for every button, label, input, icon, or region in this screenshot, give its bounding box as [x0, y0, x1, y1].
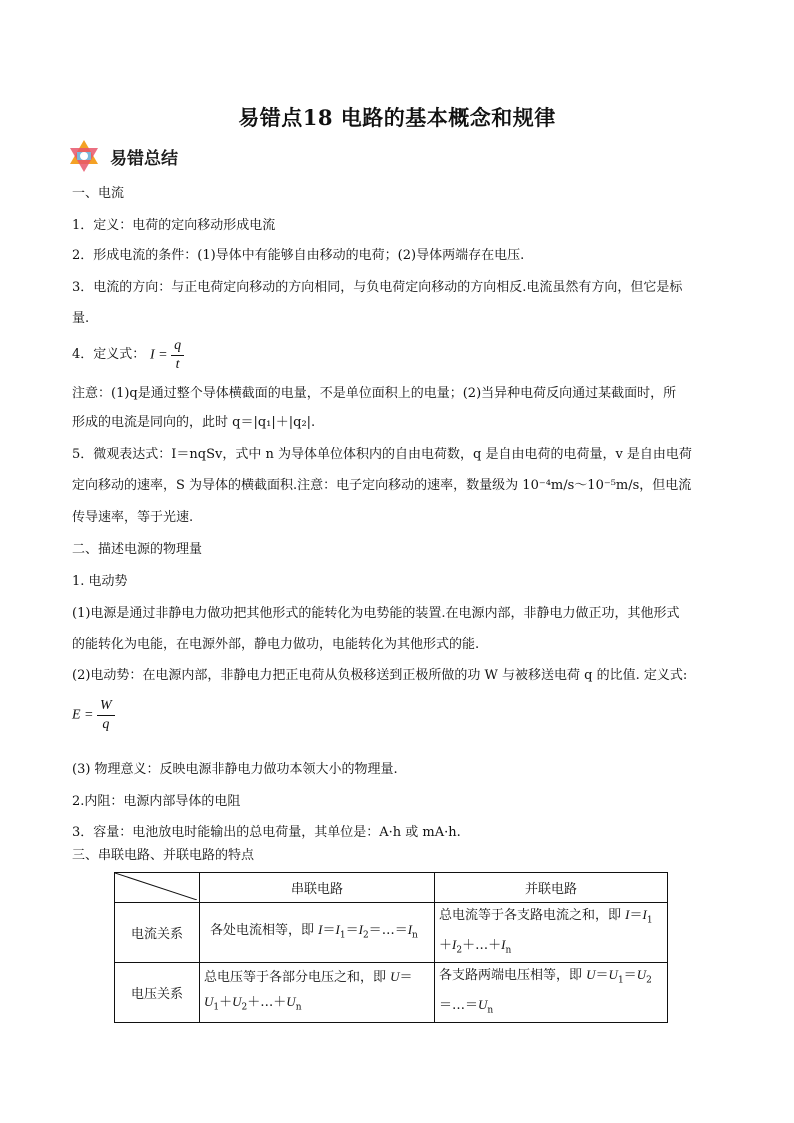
text-line: 传导速率，等于光速.	[72, 510, 194, 525]
section-label: 易错总结	[110, 148, 178, 169]
star-of-david-icon	[66, 138, 102, 174]
op: ＝	[399, 970, 413, 986]
op: ＋	[439, 937, 453, 953]
var: I	[642, 907, 647, 922]
var: I	[625, 907, 630, 922]
var: U	[636, 967, 647, 983]
text-line: 4．定义式：	[72, 347, 146, 362]
var: I	[407, 921, 413, 937]
page-title: 易错点18 电路的基本概念和规律	[238, 105, 556, 130]
text-line: 1. 电动势	[72, 574, 128, 589]
var: I	[501, 936, 506, 952]
var: I	[452, 936, 457, 952]
text-line: 的能转化为电能，在电源外部，静电力做功，电能转化为其他形式的能.	[72, 637, 480, 652]
op: ＝	[629, 908, 643, 923]
fraction	[97, 697, 115, 734]
denominator: q	[102, 717, 110, 732]
op: ＋	[462, 937, 476, 953]
circuit-comparison-table	[114, 872, 668, 1023]
sub: 2	[456, 945, 463, 956]
text-line: 形成的电流是同向的，此时 q＝|q₁|＋|q₂|.	[72, 415, 316, 430]
text-line: 2.内阻：电源内部导体的电阻	[72, 794, 241, 809]
op: ＝	[394, 922, 408, 938]
current-parallel-cell	[435, 903, 668, 963]
sub: n	[295, 1003, 302, 1014]
var: U	[586, 967, 596, 983]
sub: 1	[617, 975, 624, 986]
numerator: q	[171, 337, 184, 356]
text-line: 1．定义：电荷的定向移动形成电流	[72, 218, 276, 233]
var: U	[478, 996, 488, 1012]
text-line: 量.	[72, 311, 90, 326]
var: I	[358, 921, 363, 937]
cell-text: 各处电流相等，即	[210, 922, 319, 938]
emf-formula	[72, 697, 115, 734]
var: I	[318, 921, 323, 937]
formula-lhs: E =	[72, 707, 94, 723]
op: …	[260, 995, 274, 1011]
sub: 1	[646, 915, 653, 926]
voltage-parallel-cell	[435, 963, 668, 1023]
section-header	[66, 136, 178, 176]
numerator: W	[97, 697, 115, 716]
text-line: 3．电流的方向：与正电荷定向移动的方向相同，与负电荷定向移动的方向相反.电流虽然有方向，但它是标	[72, 280, 683, 295]
fraction	[171, 337, 184, 374]
op: …	[475, 937, 489, 953]
table-row	[115, 963, 668, 1023]
text-line: (2)电动势：在电源内部，非静电力把正电荷从负极移送到正极所做的功 W 与被移送电荷 q 的比值. 定义式:	[72, 668, 688, 683]
op: ＋	[219, 995, 233, 1011]
op: ＋	[247, 995, 261, 1011]
sub: n	[505, 945, 512, 956]
table-row	[115, 903, 668, 963]
voltage-series-cell	[200, 963, 435, 1023]
sub: n	[487, 1005, 494, 1016]
heading-source: 二、描述电源的物理量	[72, 542, 203, 557]
current-series-cell	[200, 903, 435, 963]
cell-text: 总电压等于各部分电压之和，即	[204, 970, 391, 986]
sub: 2	[241, 1003, 248, 1014]
diagonal-header-cell	[115, 873, 200, 903]
op: ＋	[273, 995, 287, 1011]
text-line: 5．微观表达式：I＝nqSv，式中 n 为导体单位体积内的自由电荷数，q 是自由电荷的电荷量，v 是自由电荷	[72, 447, 692, 462]
op: ＋	[488, 937, 502, 953]
var: U	[286, 994, 296, 1010]
op: …	[452, 997, 466, 1013]
op: ＝	[623, 968, 637, 984]
column-header-series: 串联电路	[200, 873, 435, 903]
sub: 2	[646, 975, 652, 986]
op: ＝	[595, 968, 609, 984]
table-header-row	[115, 873, 668, 903]
op: …	[381, 922, 395, 938]
text-line: 定向移动的速率，S 为导体的横截面积.注意：电子定向移动的速率，数量级为 10⁻⁴m/s～10⁻⁵m/s，但电流	[72, 478, 692, 493]
cell-text: 各支路两端电压相等，即	[439, 968, 587, 984]
text-line: 3．容量：电池放电时能输出的总电荷量，其单位是：A·h 或 mA·h.	[72, 825, 461, 840]
heading-current: 一、电流	[72, 186, 125, 201]
op: ＝	[345, 922, 359, 938]
sub: 2	[362, 930, 369, 941]
diagonal-line	[115, 873, 197, 900]
text-line: 注意：(1)q是通过整个导体横截面的电量，不是单位面积上的电量；(2)当异种电荷反向通过某截面时，所	[72, 386, 677, 401]
sub: 1	[339, 930, 346, 941]
row-label-current: 电流关系	[115, 903, 200, 963]
sub: 1	[213, 1003, 220, 1014]
current-formula	[150, 337, 184, 374]
sub: n	[412, 930, 418, 941]
op: ＝	[322, 922, 336, 938]
heading-circuits: 三、串联电路、并联电路的特点	[72, 848, 255, 863]
text-line: (3) 物理意义：反映电源非静电力做功本领大小的物理量.	[72, 762, 398, 777]
text-line: (1)电源是通过非静电力做功把其他形式的能转化为电势能的装置.在电源内部，非静电力做正功，其他形式	[72, 606, 680, 621]
column-header-parallel: 并联电路	[435, 873, 668, 903]
var: U	[232, 994, 242, 1010]
op: ＝	[465, 997, 479, 1013]
row-label-voltage: 电压关系	[115, 963, 200, 1023]
formula-lhs: I =	[150, 347, 168, 363]
op: ＝	[368, 922, 382, 938]
denominator: t	[175, 357, 180, 372]
var: U	[390, 969, 400, 985]
var: U	[204, 994, 214, 1010]
cell-text: 总电流等于各支路电流之和，即	[439, 908, 626, 923]
text-line: 2．形成电流的条件：(1)导体中有能够自由移动的电荷；(2)导体两端存在电压.	[72, 248, 525, 263]
var: U	[608, 967, 618, 983]
var: I	[335, 921, 340, 937]
op: ＝	[439, 997, 453, 1013]
